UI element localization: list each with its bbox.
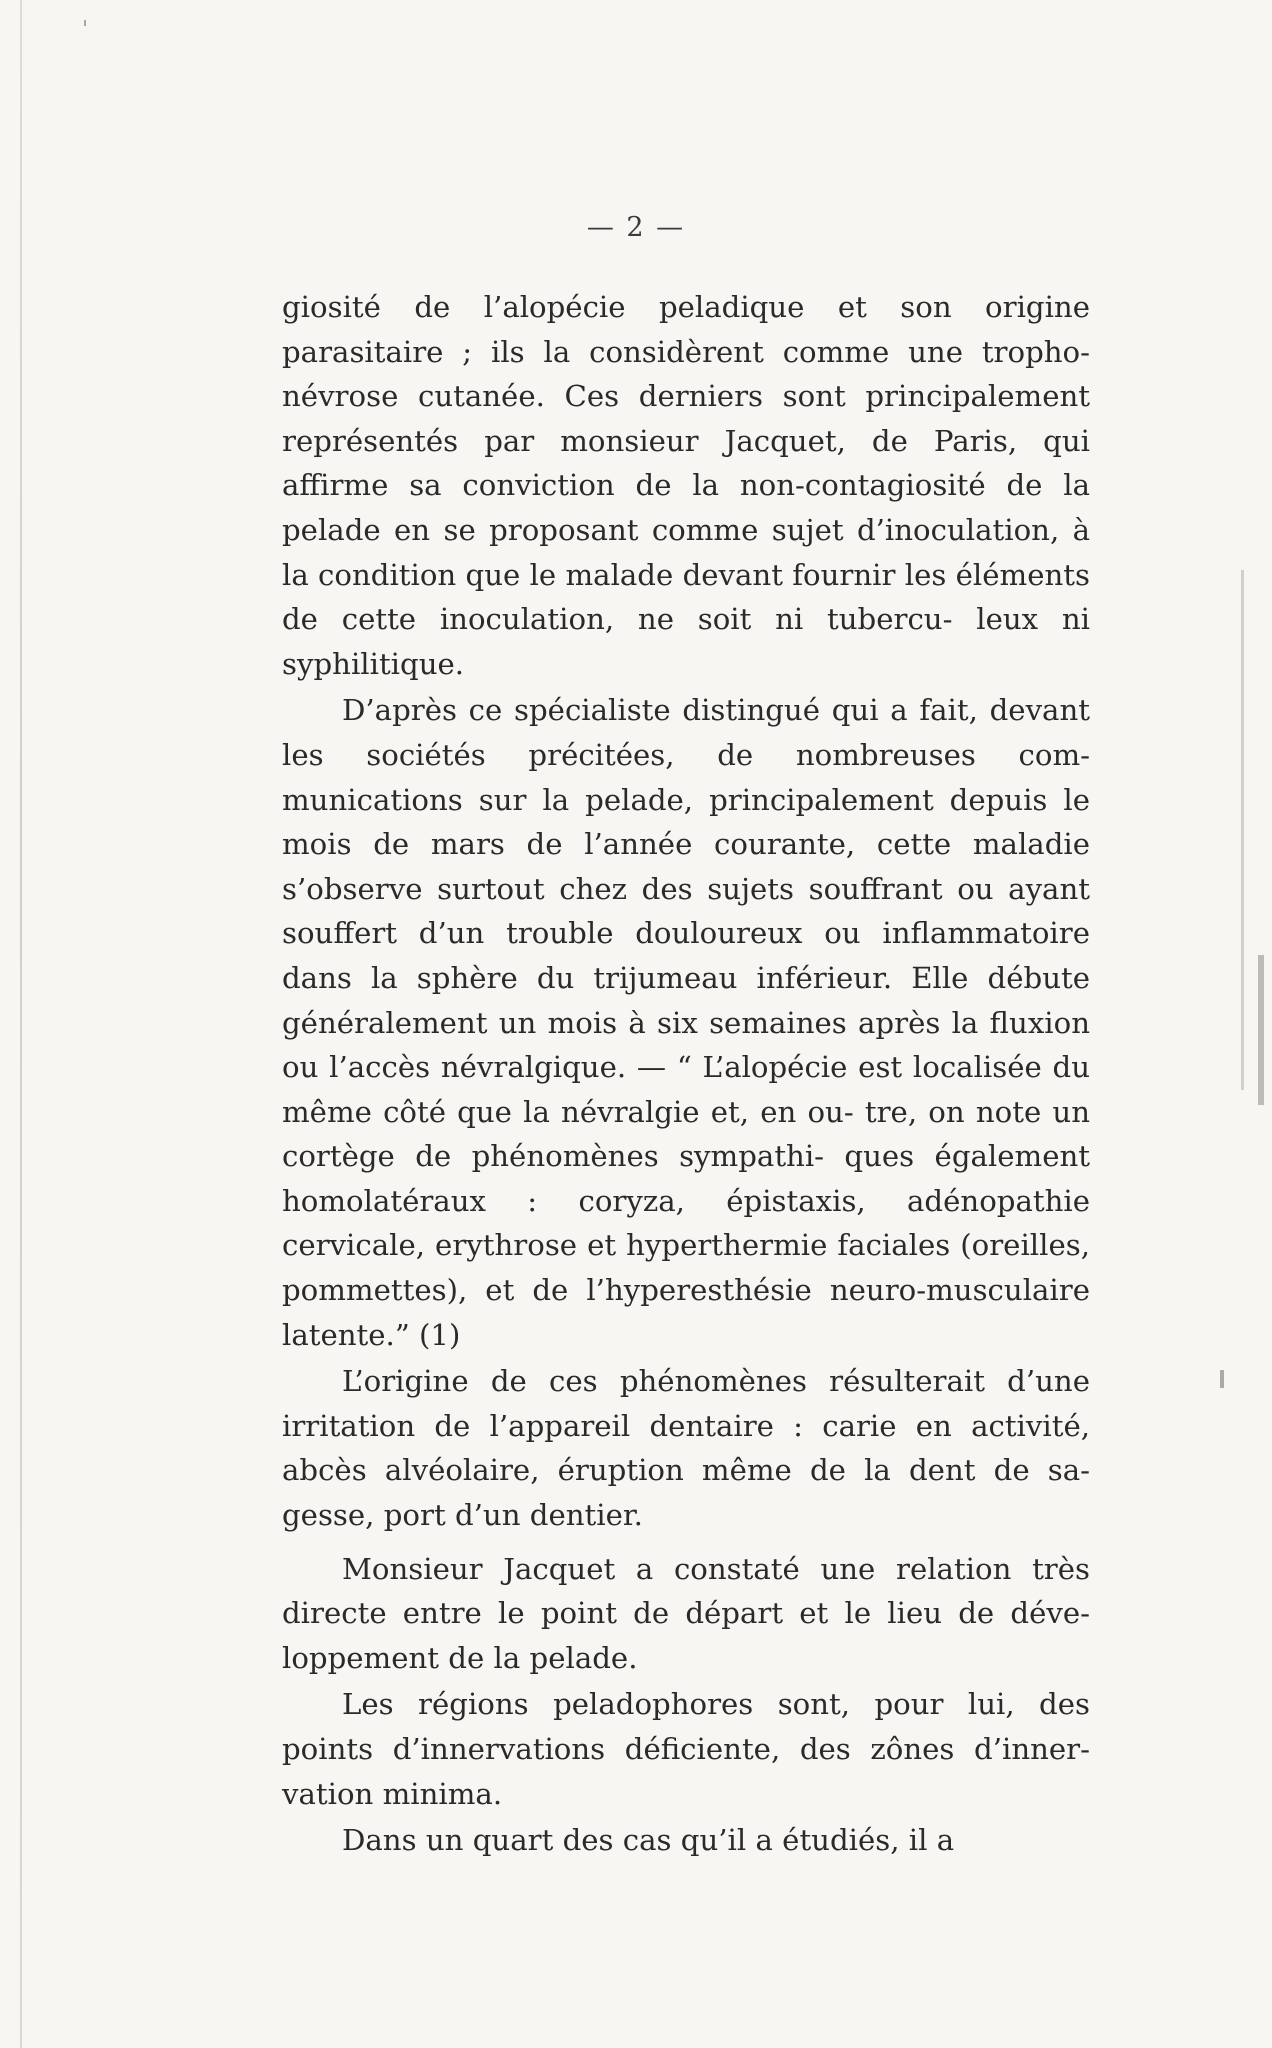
scan-speck	[84, 20, 86, 26]
binding-edge-line	[20, 0, 22, 2048]
paragraph-relation: Monsieur Jacquet a constaté une relation très directe entre le point de départ et le lieu de déve- loppement de la pelade.	[282, 1551, 1090, 1675]
page-number: — 2 —	[586, 212, 686, 243]
body-text	[282, 285, 1090, 1865]
paragraph-dental-origin: L’origine de ces phénomènes résulterait d’une irritation de l’appareil dentaire : carie en activité, abcès alvéolaire, éruption même de la dent de sa- gesse, port d’un dentier.	[282, 1364, 1090, 1533]
paragraph-jacquet-theory: D’après ce spécialiste distingué qui a fait, devant les sociétés précitées, de nombreuses com- munications sur la pelade, principalement depuis le mois de mars de l’année courante, cette maladie s’observe surtout chez des sujets souffrant ou ayant souffert d’un trouble douloureux ou inflammatoire dans la sphère du trijumeau inférieur. Elle débute généralement un mois à six semaines après la fluxion ou l’accès névralgique. — “ L’alopécie est localisée du même côté que la névralgie et, en ou- tre, on note un cortège de phénomènes sympathi- ques également homolatéraux : coryza, épistaxis, adénopathie cervicale, erythrose et hyperthermie faciales (oreilles, pommettes), et de l’hyperesthésie neuro-musculaire latente.” (1)	[282, 693, 1090, 1352]
scan-edge-mark	[1241, 570, 1244, 1090]
scan-edge-mark	[1258, 955, 1264, 1105]
scan-edge-mark	[1220, 1370, 1224, 1388]
paragraph-continuation: giosité de l’alopécie peladique et son origine parasitaire ; ils la considèrent comme une tropho- névrose cutanée. Ces derniers sont principalement représentés par monsieur Jacquet, de Paris, qui affirme sa conviction de la non-contagiosité de la pelade en se proposant comme sujet d’inoculation, à la condition que le malade devant fournir les éléments de cette inoculation, ne soit ni tubercu- leux ni syphilitique.	[282, 290, 1090, 681]
paragraph-quarter-cases: Dans un quart des cas qu’il a étudiés, il a	[342, 1823, 955, 1858]
paragraph-peladophore-regions: Les régions peladophores sont, pour lui, des points d’innervations déficiente, des zônes d’inner- vation minima.	[282, 1687, 1090, 1811]
